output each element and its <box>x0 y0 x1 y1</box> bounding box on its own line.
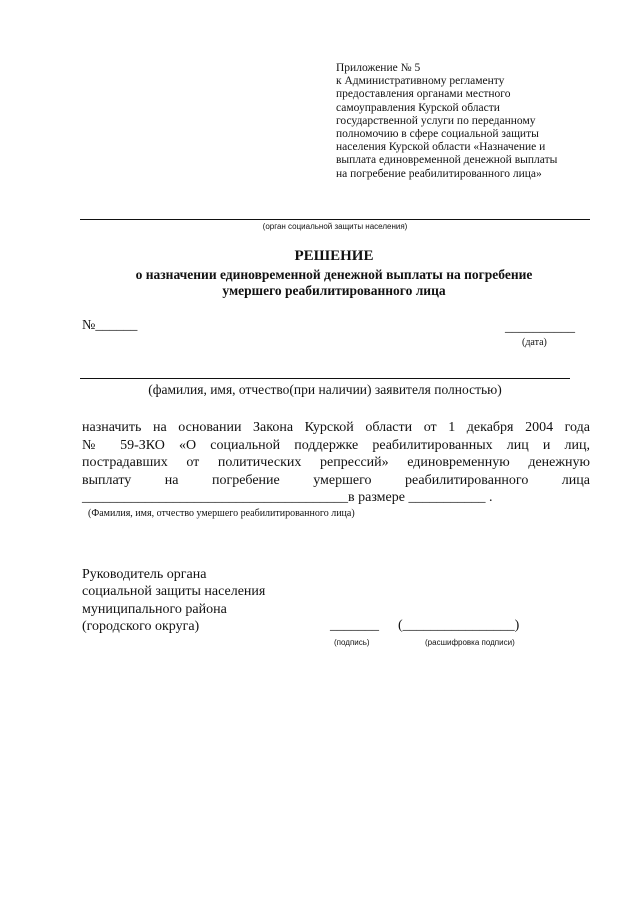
appendix-block <box>336 62 596 181</box>
decision-body <box>82 419 590 507</box>
appendix-line: Приложение № 5 <box>336 62 421 74</box>
signer-line: Руководитель органа <box>82 567 207 582</box>
number-label: № <box>82 318 96 333</box>
appendix-line: выплата единовременной денежной выплаты <box>336 154 558 167</box>
appendix-line: к Административному регламенту <box>336 75 505 88</box>
appendix-line: самоуправления Курской области <box>336 101 500 114</box>
signature-decode-caption: (расшифровка подписи) <box>425 638 515 647</box>
organ-line <box>80 219 590 220</box>
body-line: выплату на погребение умершего реабилитированного лица <box>82 472 590 488</box>
body-line: назначить на основании Закона Курской области от 1 декабря 2004 года <box>82 420 590 435</box>
signature-caption: (подпись) <box>334 638 370 647</box>
signature-block <box>82 566 265 636</box>
signer-line: (городского округа) <box>82 619 200 635</box>
decode-open-paren: ( <box>398 618 403 633</box>
date-blank: __________ <box>505 320 575 335</box>
applicant-caption: (фамилия, имя, отчество(при наличии) заявителя полностью) <box>148 382 502 397</box>
appendix-line: государственной услуги по переданному <box>336 114 536 127</box>
amount-blank: ___________ <box>408 490 486 506</box>
body-line: № 59-ЗКО «О социальной поддержке реабилитированных лиц и лиц, <box>82 437 590 453</box>
signature-decode-field <box>398 618 519 634</box>
body-period: . <box>488 490 493 506</box>
date-caption: (дата) <box>522 337 547 348</box>
appendix-line: предоставления органами местного <box>336 88 511 101</box>
signer-line: муниципального района <box>82 601 227 617</box>
applicant-line <box>80 378 570 379</box>
organ-caption: (орган социальной защиты населения) <box>262 222 408 231</box>
amount-label: в размере <box>348 490 405 506</box>
deceased-name-blank: ______________________________________ <box>82 490 348 506</box>
decode-blank: ________________ <box>402 618 515 633</box>
body-line: пострадавших от политических репрессий» единовременную денежную <box>82 455 590 471</box>
subtitle-line: о назначении единовременной денежной выплаты на погребение <box>135 267 533 282</box>
signer-line: социальной защиты населения <box>82 584 266 600</box>
appendix-line: населения Курской области «Назначение и <box>336 141 546 154</box>
subtitle-line: умершего реабилитированного лица <box>222 283 446 298</box>
appendix-line: на погребение реабилитированного лица» <box>336 167 542 180</box>
appendix-line: полномочию в сфере социальной защиты <box>336 128 539 141</box>
signature-blank: _______ <box>330 618 379 633</box>
number-blank: ______ <box>95 318 138 333</box>
document-subtitle <box>60 267 608 299</box>
deceased-caption: (Фамилия, имя, отчество умершего реабилитированного лица) <box>88 508 355 519</box>
number-field <box>82 318 137 334</box>
body-line <box>82 489 590 507</box>
decode-close-paren: ) <box>514 618 520 633</box>
document-title: РЕШЕНИЕ <box>294 248 374 264</box>
